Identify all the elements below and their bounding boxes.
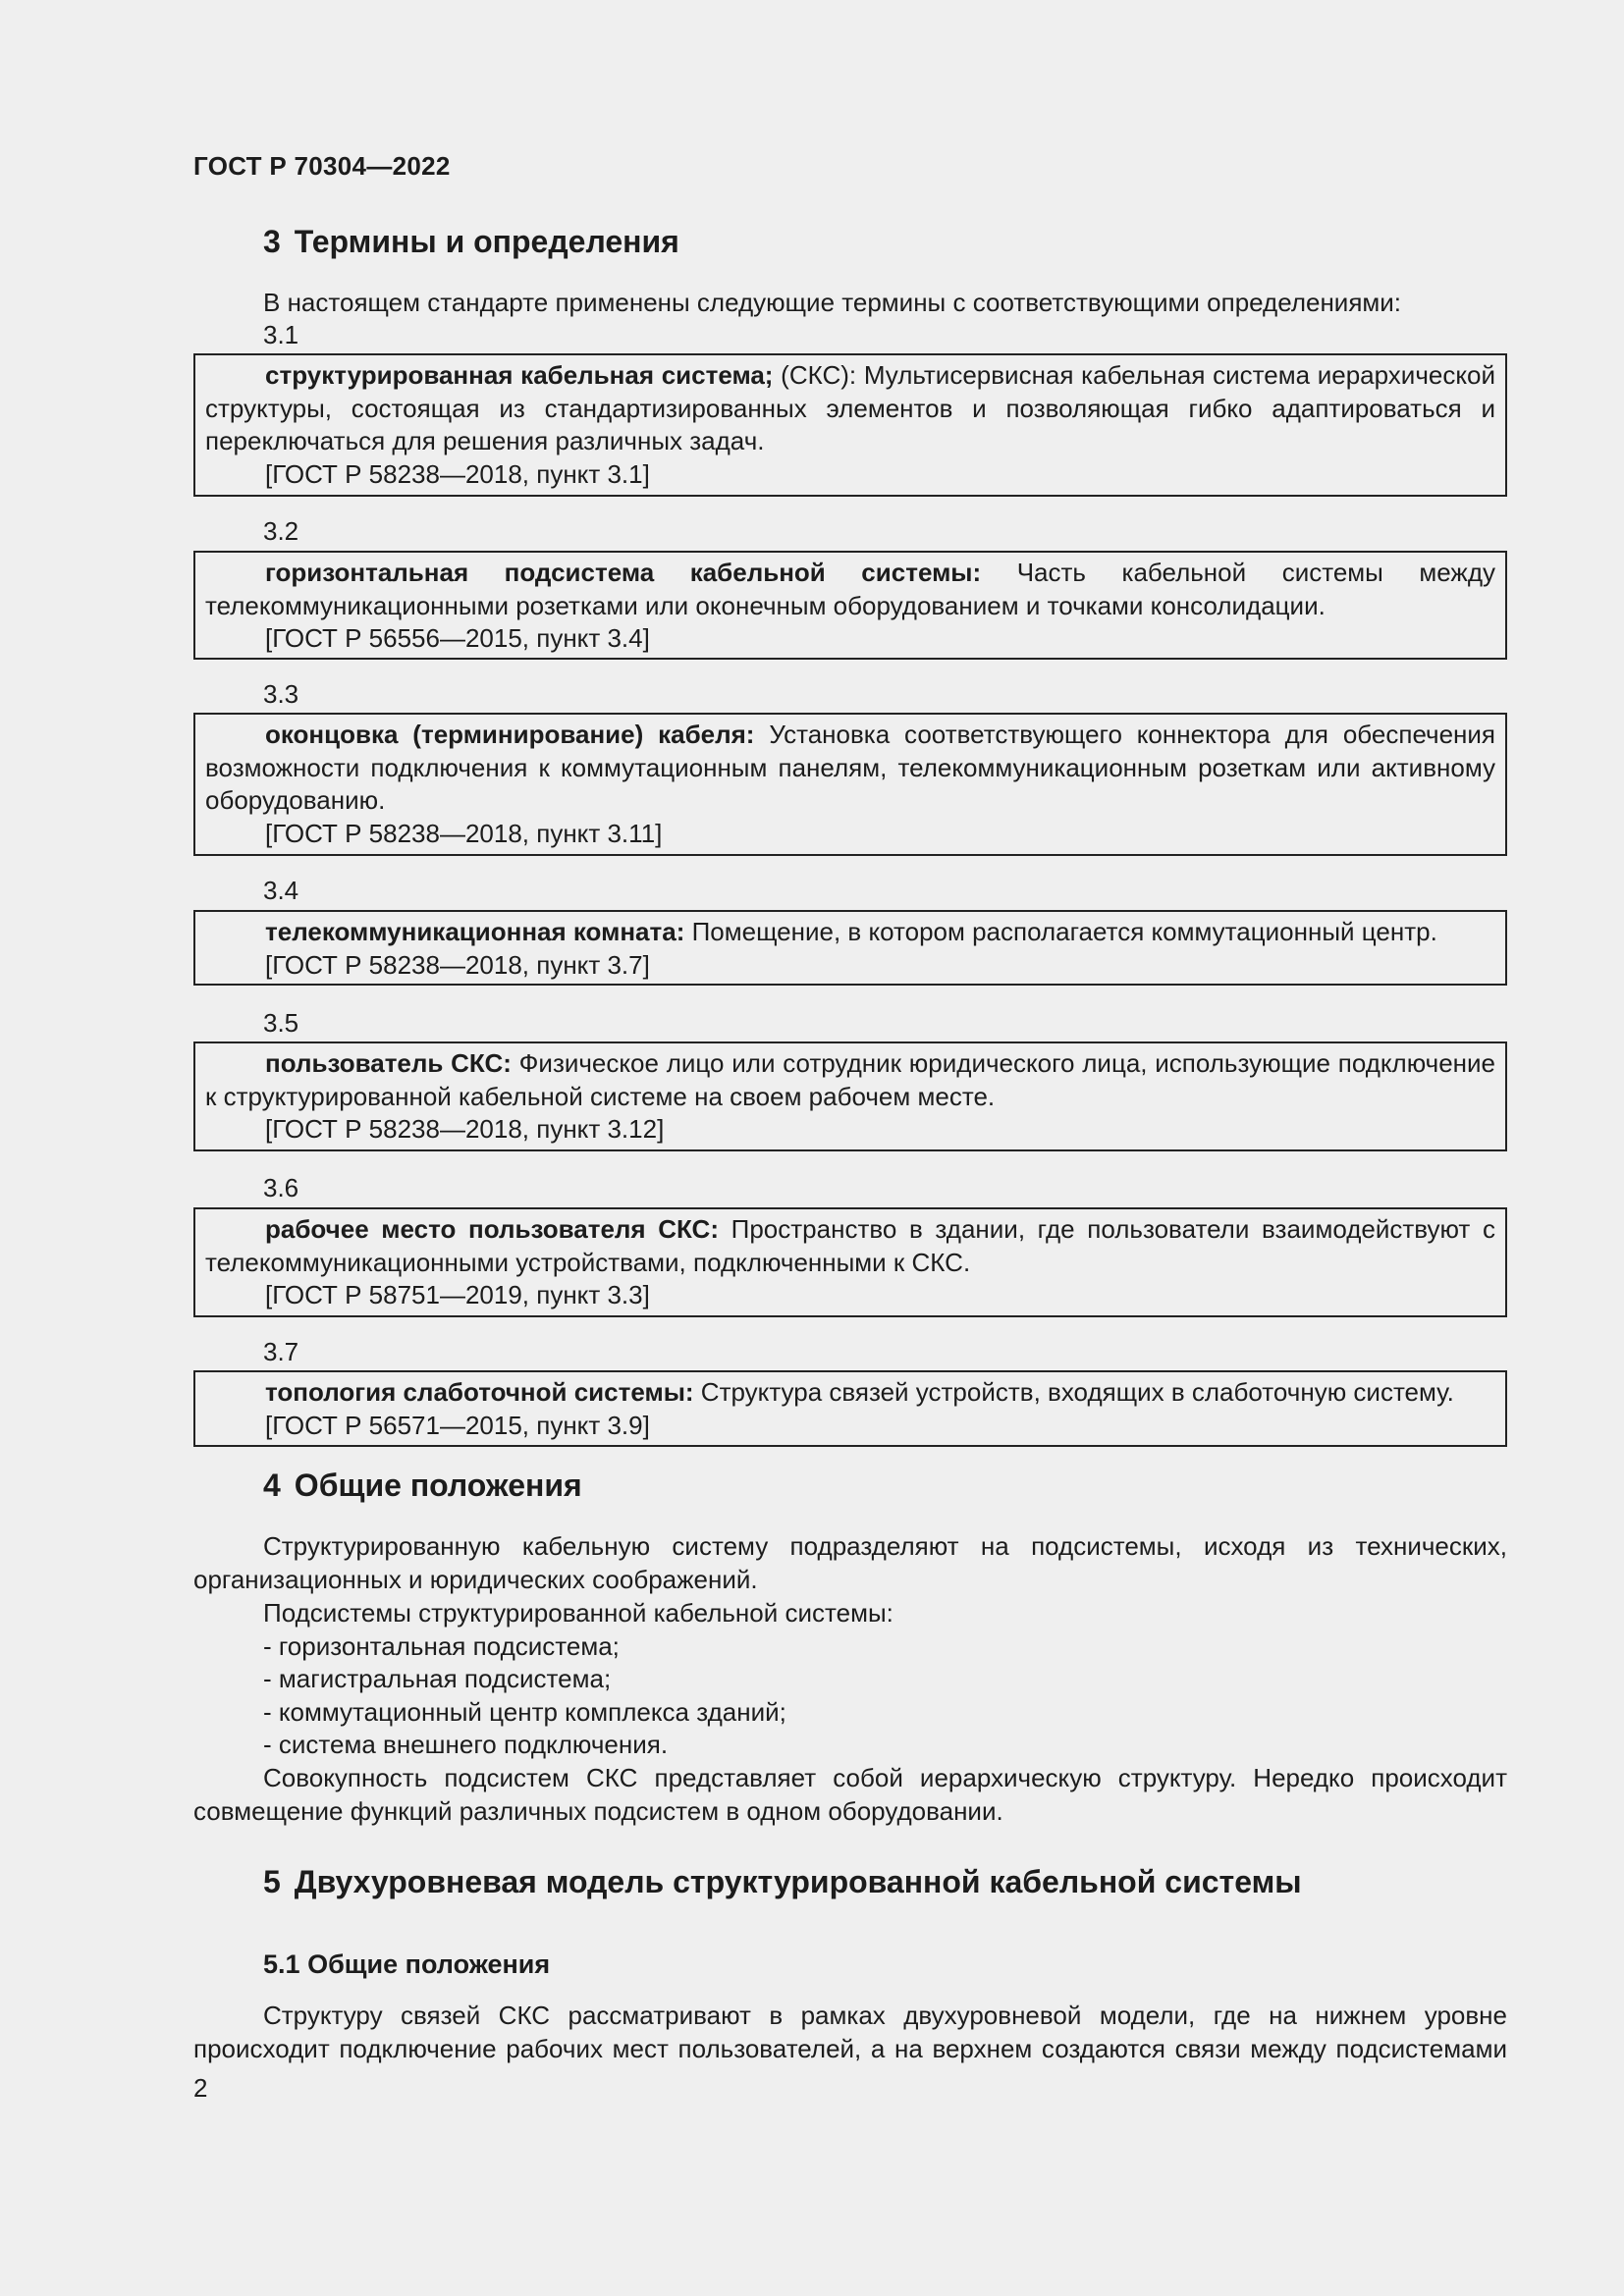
subsection-number: 5.1 xyxy=(263,1949,300,1979)
section-5-1-para: Структуру связей СКС рассматривают в рамках двухуровневой модели, где на нижнем уровне происходит подключение рабочих мест пользователей, а на верхнем создаются связи между подсистемами xyxy=(193,2001,1507,2063)
term-box xyxy=(193,1370,1507,1447)
doc-header: ГОСТ Р 70304—2022 xyxy=(193,151,451,181)
term-source: [ГОСТ Р 56556—2015, пункт 3.4] xyxy=(265,623,650,653)
term-number: 3.7 xyxy=(263,1337,299,1366)
term-definition xyxy=(205,557,1495,622)
term-box xyxy=(193,353,1507,497)
section-4-para-2: Совокупность подсистем СКС представляет собой иерархическую структуру. Нередко происходит совмещение функций различных подсистем в одном оборудовании. xyxy=(193,1763,1507,1826)
term-definition xyxy=(205,1376,1495,1410)
list-intro: Подсистемы структурированной кабельной системы: xyxy=(263,1598,893,1628)
term-source: [ГОСТ Р 58751—2019, пункт 3.3] xyxy=(265,1280,650,1309)
section-4-para-1: Структурированную кабельную систему подразделяют на подсистемы, исходя из технических, организационных и юридических соображений. xyxy=(193,1531,1507,1594)
term-definition xyxy=(205,1213,1495,1279)
list-item: - коммутационный центр комплекса зданий; xyxy=(263,1697,786,1727)
term-box xyxy=(193,1207,1507,1317)
term-text: Физическое лицо или сотрудник юридического лица, использующие подключение к структурированной кабельной системе на своем рабочем месте. xyxy=(205,1048,1495,1111)
page-number: 2 xyxy=(193,2073,208,2103)
term-box xyxy=(193,1041,1507,1151)
subsection-title: Общие положения xyxy=(307,1949,551,1979)
subsection-5-1-heading xyxy=(263,1949,550,1980)
term-box xyxy=(193,910,1507,986)
term-number: 3.2 xyxy=(263,516,299,546)
term-name: горизонтальная подсистема кабельной системы: xyxy=(265,558,982,587)
term-source: [ГОСТ Р 58238—2018, пункт 3.1] xyxy=(265,458,650,489)
list-item: - система внешнего подключения. xyxy=(263,1730,669,1759)
term-text: Пространство в здании, где пользователи взаимодействуют с телекоммуникационными устройствами, подключенными к СКС. xyxy=(205,1214,1495,1277)
term-text: Структура связей устройств, входящих в слаботочную систему. xyxy=(693,1377,1454,1407)
section-number: 3 xyxy=(263,224,281,259)
section-number: 5 xyxy=(263,1864,281,1899)
term-number: 3.3 xyxy=(263,679,299,709)
section-title: Термины и определения xyxy=(294,224,679,259)
section-3-intro: В настоящем стандарте применены следующие термины с соответствующими определениями: xyxy=(263,288,1402,317)
term-source: [ГОСТ Р 56571—2015, пункт 3.9] xyxy=(265,1410,650,1440)
term-number: 3.5 xyxy=(263,1008,299,1038)
term-source: [ГОСТ Р 58238—2018, пункт 3.11] xyxy=(265,818,663,848)
section-title: Двухуровневая модель структурированной кабельной системы xyxy=(294,1864,1302,1899)
term-number: 3.1 xyxy=(263,320,299,349)
term-source: [ГОСТ Р 58238—2018, пункт 3.12] xyxy=(265,1114,665,1144)
term-text: Установка соответствующего коннектора для обеспечения возможности подключения к коммутационным панелям, телекоммуникационным розеткам или активному оборудованию. xyxy=(205,720,1496,815)
term-name: пользователь СКС: xyxy=(265,1048,512,1078)
term-definition xyxy=(205,719,1495,818)
section-number: 4 xyxy=(263,1468,281,1503)
term-definition xyxy=(205,1047,1495,1113)
section-4-heading xyxy=(263,1468,582,1504)
section-5-heading xyxy=(263,1864,1302,1900)
term-name: оконцовка (терминирование) кабеля: xyxy=(265,720,755,749)
term-box xyxy=(193,713,1507,856)
list-item: - горизонтальная подсистема; xyxy=(263,1631,620,1661)
term-text: (СКС): Мультисервисная кабельная система иерархической структуры, состоящая из стандартизированных элементов и позволяющая гибко адаптироваться и переключаться для решения различных задач. xyxy=(205,360,1495,455)
term-number: 3.6 xyxy=(263,1173,299,1202)
term-name: топология слаботочной системы: xyxy=(265,1377,694,1407)
term-definition xyxy=(205,359,1495,458)
list-item: - магистральная подсистема; xyxy=(263,1664,612,1693)
term-number: 3.4 xyxy=(263,876,299,905)
term-source: [ГОСТ Р 58238—2018, пункт 3.7] xyxy=(265,949,650,980)
section-3-heading xyxy=(263,224,679,260)
term-name: структурированная кабельная система; xyxy=(265,360,774,390)
term-text: Помещение, в котором располагается коммутационный центр. xyxy=(684,917,1437,946)
term-box xyxy=(193,551,1507,660)
section-title: Общие положения xyxy=(294,1468,582,1503)
term-name: телекоммуникационная комната: xyxy=(265,917,685,946)
term-name: рабочее место пользователя СКС: xyxy=(265,1214,719,1244)
term-text: Часть кабельной системы между телекоммуникационными розетками или оконечным оборудованием и точками консолидации. xyxy=(205,558,1495,620)
term-definition xyxy=(205,916,1495,949)
